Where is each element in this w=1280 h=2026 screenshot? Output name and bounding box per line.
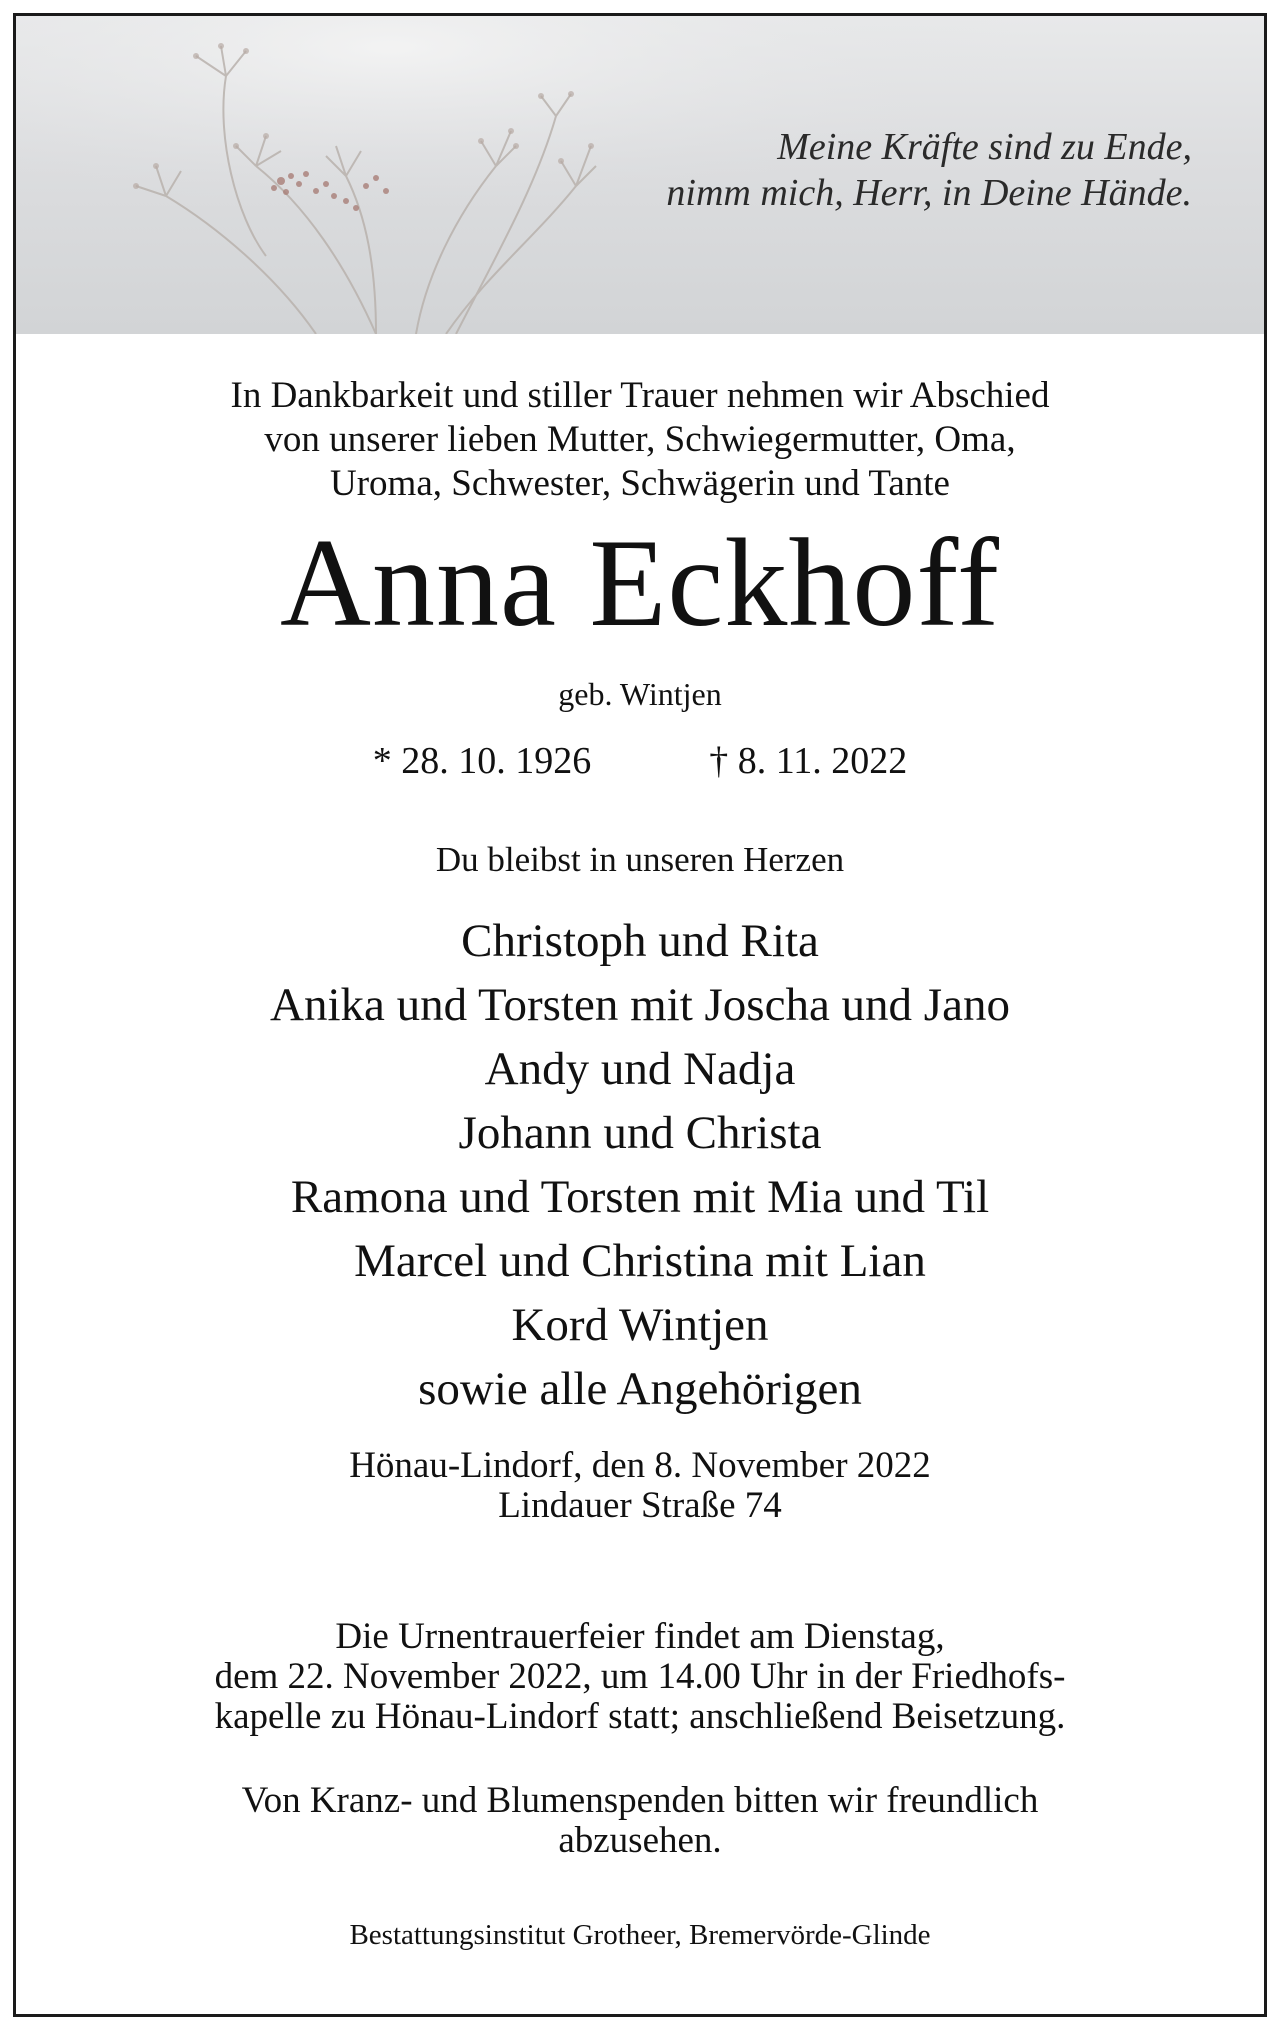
intro-line: Uroma, Schwester, Schwägerin und Tante [330, 463, 950, 504]
family-member: Marcel und Christina mit Lian [354, 1235, 926, 1287]
ceremony-line: kapelle zu Hönau-Lindorf statt; anschließend Beisetzung. [214, 1696, 1066, 1737]
place-and-date [16, 1446, 1264, 1526]
family-member: sowie alle Angehörigen [418, 1363, 862, 1415]
ceremony-info [16, 1617, 1264, 1737]
birth-date: * 28. 10. 1926 [372, 740, 592, 782]
family-member: Ramona und Torsten mit Mia und Til [290, 1171, 990, 1223]
header-quote [666, 124, 1192, 216]
family-member: Christoph und Rita [461, 915, 819, 967]
ceremony-line: Die Urnentrauerfeier findet am Dienstag, [335, 1616, 945, 1657]
death-date: † 8. 11. 2022 [709, 740, 908, 782]
donation-note [16, 1781, 1264, 1861]
donation-line: abzusehen. [558, 1820, 722, 1861]
header-image [16, 16, 1264, 334]
family-member: Johann und Christa [458, 1107, 822, 1159]
family-list [16, 909, 1264, 1421]
motto: Du bleibst in unseren Herzen [435, 840, 845, 879]
donation-line: Von Kranz- und Blumenspenden bitten wir freundlich [241, 1780, 1039, 1821]
family-member: Andy und Nadja [484, 1043, 796, 1095]
intro-text [16, 374, 1264, 506]
family-member: Kord Wintjen [511, 1299, 769, 1351]
quote-line: Meine Kräfte sind zu Ende, [777, 126, 1192, 168]
intro-line: von unserer lieben Mutter, Schwiegermutter, Oma, [264, 419, 1016, 460]
place-line: Hönau-Lindorf, den 8. November 2022 [349, 1445, 931, 1486]
deceased-name: Anna Eckhoff [280, 514, 1000, 653]
undertaker: Bestattungsinstitut Grotheer, Bremervörde-Glinde [349, 1919, 931, 1951]
family-member: Anika und Torsten mit Joscha und Jano [270, 979, 1010, 1031]
intro-line: In Dankbarkeit und stiller Trauer nehmen wir Abschied [230, 375, 1050, 416]
maiden-name: geb. Wintjen [558, 676, 722, 712]
address-line: Lindauer Straße 74 [498, 1485, 782, 1526]
quote-line: nimm mich, Herr, in Deine Hände. [666, 172, 1192, 214]
life-dates [16, 738, 1264, 784]
obituary-notice [13, 13, 1267, 2017]
ceremony-line: dem 22. November 2022, um 14.00 Uhr in der Friedhofs- [214, 1656, 1066, 1697]
